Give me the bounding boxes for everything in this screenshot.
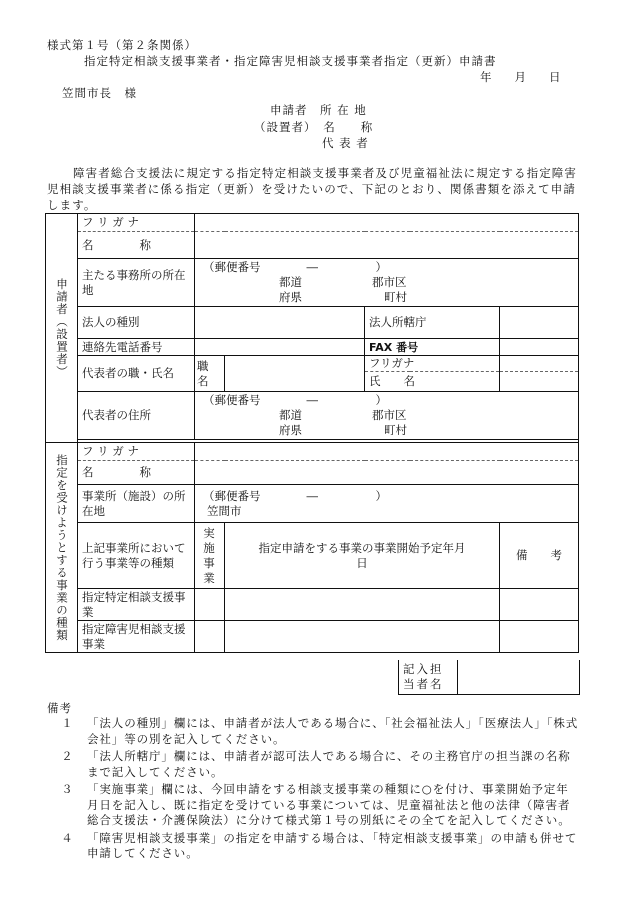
shokumei-field[interactable]	[225, 356, 365, 392]
rep-fuken-text: 府県	[279, 423, 302, 437]
applicant-address-label: 申請者 所 在 地	[270, 103, 367, 117]
corp-type-field[interactable]	[195, 307, 365, 339]
office-address-label: 事業所（施設）の所在地	[78, 485, 195, 523]
applicant-rep-label: 代 表 者	[322, 136, 369, 150]
fuken-text: 府県	[279, 290, 302, 304]
specified-business-label: 指定特定相談支援事業	[78, 589, 195, 621]
child-implement-field[interactable]	[195, 621, 225, 653]
note-item	[47, 831, 579, 862]
rep-address-field[interactable]	[195, 392, 579, 440]
rep-postal-line: （郵便番号 ― ）	[203, 393, 387, 407]
section-applicant-label: 申請者（設置者）	[46, 214, 78, 443]
todofuken-text: 都道	[279, 275, 302, 289]
note-text: 「法人の種別」欄には、申請者が法人である場合に、「社会福祉法人」「医療法人」「株式会社」等の別を記入してください。	[87, 716, 579, 746]
fax-label: FAX 番号	[365, 339, 500, 356]
tel-label: 連絡先電話番号	[78, 339, 195, 356]
date-line: 年 月 日	[480, 70, 561, 84]
main-office-label: 主たる事務所の所在地	[78, 259, 195, 307]
document-title: 指定特定相談支援事業者・指定障害児相談支援事業者指定（更新）申請書	[84, 54, 497, 68]
office-name-field[interactable]	[195, 461, 579, 485]
note-text: 「障害児相談支援事業」の指定を申請する場合は、「特定相談支援事業」の申請も併せて申請してください。	[87, 830, 578, 860]
rep-furigana-field[interactable]	[500, 356, 579, 372]
office-furigana-field[interactable]	[195, 443, 579, 461]
note-text: 「法人所轄庁」欄には、申請者が認可法人である場合に、その主務官庁の担当課の名称まで記入してください。	[87, 749, 571, 779]
shimei-field[interactable]	[500, 372, 579, 392]
note-number: １	[61, 716, 73, 730]
note-number: ２	[61, 749, 73, 763]
note-item	[47, 782, 579, 829]
corp-authority-field[interactable]	[500, 307, 579, 339]
notes-list	[47, 716, 579, 864]
form-number: 様式第１号（第２条関係）	[47, 38, 197, 52]
applicant-block	[254, 102, 374, 152]
intro-paragraph: 障害者総合支援法に規定する指定特定相談支援事業者及び児童福祉法に規定する指定障害児相談支援事業者に係る指定（更新）を受けたいので、下記のとおり、関係書類を添えて申請します。	[47, 166, 577, 212]
fax-field[interactable]	[500, 339, 579, 356]
choson-text: 町村	[384, 290, 407, 304]
note-item	[47, 749, 579, 780]
name-field[interactable]	[195, 232, 579, 259]
office-name-label: 名 称	[78, 461, 195, 485]
remarks-label: 備 考	[500, 523, 579, 589]
start-date-label: 指定申請をする事業の事業開始予定年月日	[225, 523, 500, 589]
kasama-city-text: 笠間市	[207, 503, 242, 518]
furigana-label: フ リ ガ ナ	[78, 214, 195, 232]
note-item	[47, 716, 579, 747]
gunshiku-text: 郡市区	[372, 275, 407, 289]
office-postal-line: （郵便番号 ― ）	[203, 488, 387, 503]
business-type-label: 上記事業所において行う事業等の種類	[78, 523, 195, 589]
corp-authority-label: 法人所轄庁	[365, 307, 500, 339]
signer-label: 記入担当者名	[399, 660, 458, 694]
application-form-table	[45, 213, 579, 653]
applicant-name-label: （設置者） 名 称	[254, 119, 374, 134]
note-number: ４	[61, 830, 73, 845]
rep-furigana-label: フリガナ	[365, 356, 500, 372]
tel-field[interactable]	[195, 339, 365, 356]
signer-field[interactable]	[458, 660, 579, 694]
addressee: 笠間市長 様	[62, 86, 137, 100]
rep-gunshiku-text: 郡市区	[372, 408, 407, 422]
specified-implement-field[interactable]	[195, 589, 225, 621]
shokumei-label: 職 名	[195, 356, 225, 392]
specified-remarks-field[interactable]	[500, 589, 579, 621]
section-business-label: 指定を受けようとする事業の種類	[46, 443, 78, 653]
specified-start-date-field[interactable]	[225, 589, 500, 621]
shimei-label: 氏 名	[365, 372, 500, 392]
corp-type-label: 法人の種別	[78, 307, 195, 339]
child-start-date-field[interactable]	[225, 621, 500, 653]
main-office-field[interactable]	[195, 259, 579, 307]
note-text: 「実施事業」欄には、今回申請をする相談支援事業の種類に○を付け、事業開始予定年月日を記入し、既に指定を受けている事業については、児童福祉法と他の法律（障害者総合支援法・介護保険法）に分けて様式第１号の別紙にその全てを記入してください。	[87, 782, 571, 827]
note-number: ３	[61, 782, 73, 796]
rep-todofuken-text: 都道	[279, 408, 302, 422]
signer-box	[398, 660, 580, 695]
rep-choson-text: 町村	[384, 423, 407, 437]
name-label: 名 称	[78, 232, 195, 259]
child-business-label: 指定障害児相談支援事業	[78, 621, 195, 653]
notes-heading: 備考	[47, 701, 72, 715]
implement-label: 実施事業	[195, 523, 225, 589]
child-remarks-field[interactable]	[500, 621, 579, 653]
postal-code-line: （郵便番号 ― ）	[203, 260, 387, 274]
office-furigana-label: フ リ ガ ナ	[78, 443, 195, 461]
furigana-field[interactable]	[195, 214, 579, 232]
office-address-field[interactable]	[195, 485, 579, 523]
rep-title-label: 代表者の職・氏名	[78, 356, 195, 392]
rep-address-label: 代表者の住所	[78, 392, 195, 440]
